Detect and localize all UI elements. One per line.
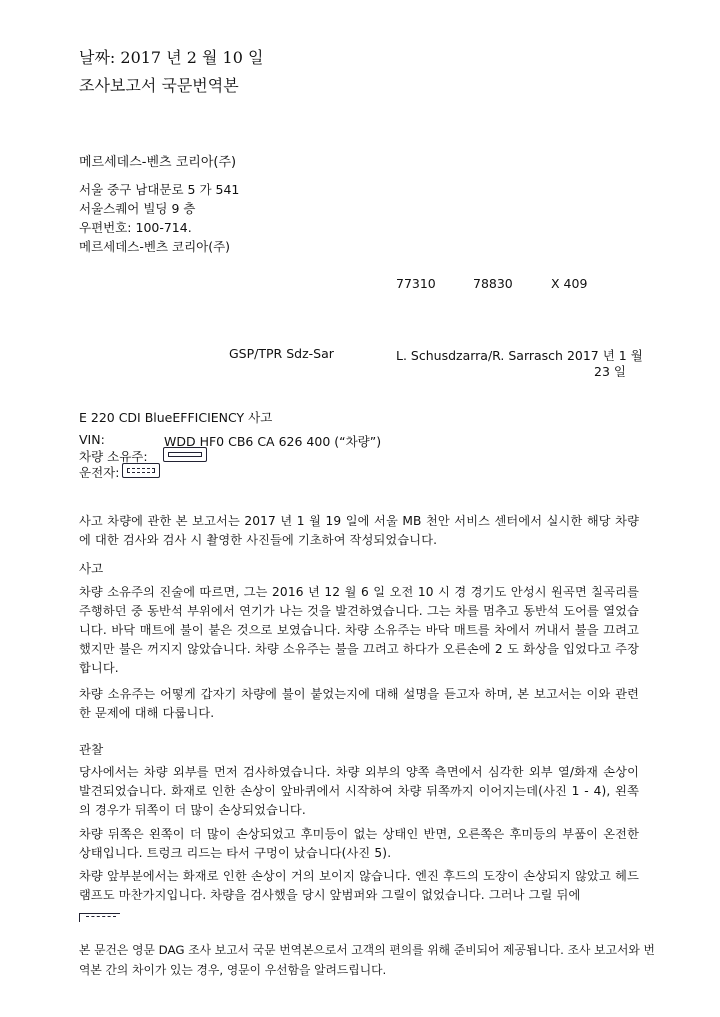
owner-label: 차량 소유주:	[79, 449, 148, 464]
redacted-driver-box	[122, 463, 160, 478]
reference-number: 77310	[396, 276, 436, 291]
vin-value: WDD HF0 CB6 CA 626 400 (“차량”)	[164, 434, 382, 449]
redacted-owner-box	[163, 447, 207, 462]
accident-paragraph: 차량 소유주는 어떻게 갑자기 차량에 불이 붙었는지에 대해 설명을 듣고자 하며, 본 보고서는 이와 관련한 문제에 대해 다룹니다.	[79, 687, 639, 720]
translation-disclaimer: 본 문건은 영문 DAG 조사 보고서 국문 번역본으로서 고객의 편의를 위해 준비되어 제공됩니다. 조사 보고서와 번역본 간의 차이가 있는 경우, 영문이 우선함을 알려드립니다.	[79, 943, 655, 977]
vin-label: VIN:	[79, 432, 105, 447]
accident-paragraph: 차량 소유주의 진술에 따르면, 그는 2016 년 12 월 6 일 오전 10 시 경 경기도 안성시 원곡면 칠곡리를 주행하던 중 동반석 부위에서 연기가 나는 것을 발견하였습니다. 그는 차를 멈추고 동반석 도어를 열었습니다. 바닥 매트에 불이 붙은 것으로 보였습니다. 차량 소유주는 바닥 매트를 차에서 꺼내서 불을 끄려고 했지만 불은 꺼지지 않았습니다. 차량 소유주는 불을 끄려고 하다가 오른손에 2 도 화상을 입었다고 주장합니다.	[79, 585, 639, 675]
address-line: 서울 중구 남대문로 5 가 541	[79, 182, 240, 197]
section-heading-accident: 사고	[79, 561, 104, 576]
observation-paragraph: 차량 앞부분에서는 화재로 인한 손상이 거의 보이지 않습니다. 엔진 후드의 도장이 손상되지 않았고 헤드램프도 마찬가지입니다. 차량을 검사했을 당시 앞범퍼와 그릴이 없었습니다. 그러나 그릴 뒤에	[79, 869, 639, 902]
department-code: GSP/TPR Sdz-Sar	[229, 346, 334, 361]
reference-code: X 409	[551, 276, 588, 291]
observation-paragraph: 당사에서는 차량 외부를 먼저 검사하였습니다. 차량 외부의 양쪽 측면에서 심각한 외부 열/화재 손상이 발견되었습니다. 화재로 인한 손상이 앞바퀴에서 시작하여 차량 뒤쪽까지 이어지는데(사진 1 - 4), 왼쪽의 경우가 뒤쪽이 더 많이 손상되었습니다.	[79, 765, 639, 817]
document-title: 조사보고서 국문번역본	[79, 76, 239, 95]
authors-date-continued: 23 일	[594, 364, 626, 379]
recipient-company: 메르세데스-벤츠 코리아(주)	[79, 155, 237, 170]
section-heading-observation: 관찰	[79, 742, 104, 757]
observation-paragraph: 차량 뒤쪽은 왼쪽이 더 많이 손상되었고 후미등이 없는 상태인 반면, 오른쪽은 후미등의 부품이 온전한 상태입니다. 트렁크 리드는 타서 구멍이 났습니다(사진 5).	[79, 827, 639, 860]
driver-label: 운전자:	[79, 465, 120, 480]
report-date: 날짜: 2017 년 2 월 10 일	[79, 48, 264, 67]
address-line: 메르세데스-벤츠 코리아(주)	[79, 239, 231, 254]
authors-date: L. Schusdzarra/R. Sarrasch 2017 년 1 월	[396, 348, 643, 363]
address-line: 우편번호: 100-714.	[79, 220, 192, 235]
intro-paragraph: 사고 차량에 관한 본 보고서는 2017 년 1 월 19 일에 서울 MB 천안 서비스 센터에서 실시한 해당 차량에 대한 검사와 검사 시 촬영한 사진들에 기초하여 작성되었습니다.	[79, 514, 639, 547]
subject-line: E 220 CDI BlueEFFICIENCY 사고	[79, 410, 273, 425]
address-line: 서울스퀘어 빌딩 9 층	[79, 201, 196, 216]
reference-number: 78830	[473, 276, 513, 291]
redaction-mark	[79, 913, 120, 922]
